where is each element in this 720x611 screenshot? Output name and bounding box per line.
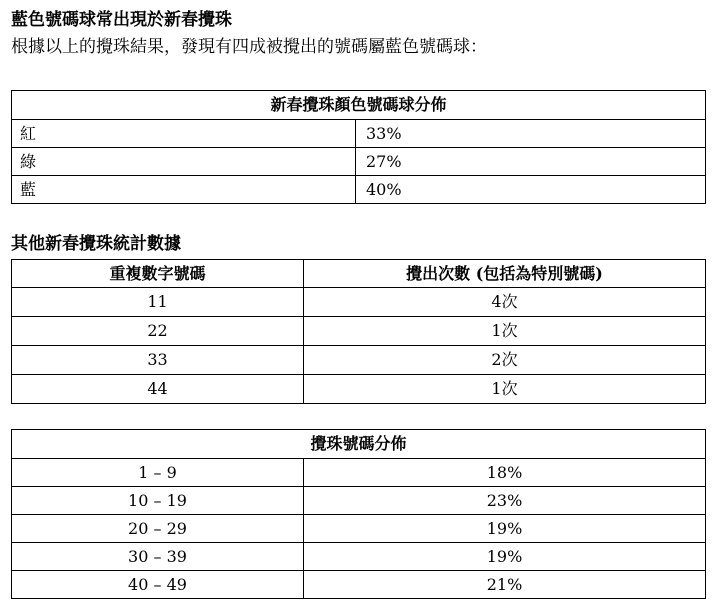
range-percent: 23% xyxy=(304,487,706,515)
table-row xyxy=(12,375,706,404)
table-row xyxy=(12,487,706,515)
number-range: 20 – 29 xyxy=(12,515,304,543)
table-row xyxy=(12,515,706,543)
color-label: 藍 xyxy=(12,176,356,204)
table-row xyxy=(12,459,706,487)
number-range: 10 – 19 xyxy=(12,487,304,515)
table-header-row xyxy=(12,91,706,120)
table-row xyxy=(12,543,706,571)
range-percent: 19% xyxy=(304,515,706,543)
page-title: 藍色號碼球常出現於新春攪珠 xyxy=(11,10,232,30)
draw-count: 2次 xyxy=(304,346,706,375)
color-distribution-table xyxy=(11,90,706,204)
draw-count: 4次 xyxy=(304,288,706,317)
number-range: 40 – 49 xyxy=(12,571,304,599)
column-header: 重複數字號碼 xyxy=(12,260,304,288)
repeat-number: 11 xyxy=(12,288,304,317)
color-value: 40% xyxy=(356,176,706,204)
color-label: 紅 xyxy=(12,120,356,148)
range-percent: 18% xyxy=(304,459,706,487)
range-table-title: 攪珠號碼分佈 xyxy=(12,430,706,459)
table-row xyxy=(12,148,706,176)
table-row xyxy=(12,571,706,599)
table-row xyxy=(12,346,706,375)
section-title: 其他新春攪珠統計數據 xyxy=(11,234,181,254)
draw-count: 1次 xyxy=(304,375,706,404)
range-percent: 19% xyxy=(304,543,706,571)
color-value: 33% xyxy=(356,120,706,148)
color-label: 綠 xyxy=(12,148,356,176)
number-range-table xyxy=(11,429,706,599)
draw-count: 1次 xyxy=(304,317,706,346)
table-row xyxy=(12,176,706,204)
number-range: 1 – 9 xyxy=(12,459,304,487)
repeat-numbers-table xyxy=(11,259,706,404)
number-range: 30 – 39 xyxy=(12,543,304,571)
table-header-row xyxy=(12,430,706,459)
repeat-number: 33 xyxy=(12,346,304,375)
repeat-number: 22 xyxy=(12,317,304,346)
color-value: 27% xyxy=(356,148,706,176)
range-percent: 21% xyxy=(304,571,706,599)
repeat-number: 44 xyxy=(12,375,304,404)
table-header-row xyxy=(12,260,706,288)
table-row xyxy=(12,288,706,317)
column-header: 攪出次數 (包括為特別號碼) xyxy=(304,260,706,288)
color-table-title: 新春攪珠顏色號碼球分佈 xyxy=(12,91,706,120)
table-row xyxy=(12,120,706,148)
table-row xyxy=(12,317,706,346)
page-subtitle: 根據以上的攪珠結果，發現有四成被攪出的號碼屬藍色號碼球： xyxy=(11,37,487,57)
